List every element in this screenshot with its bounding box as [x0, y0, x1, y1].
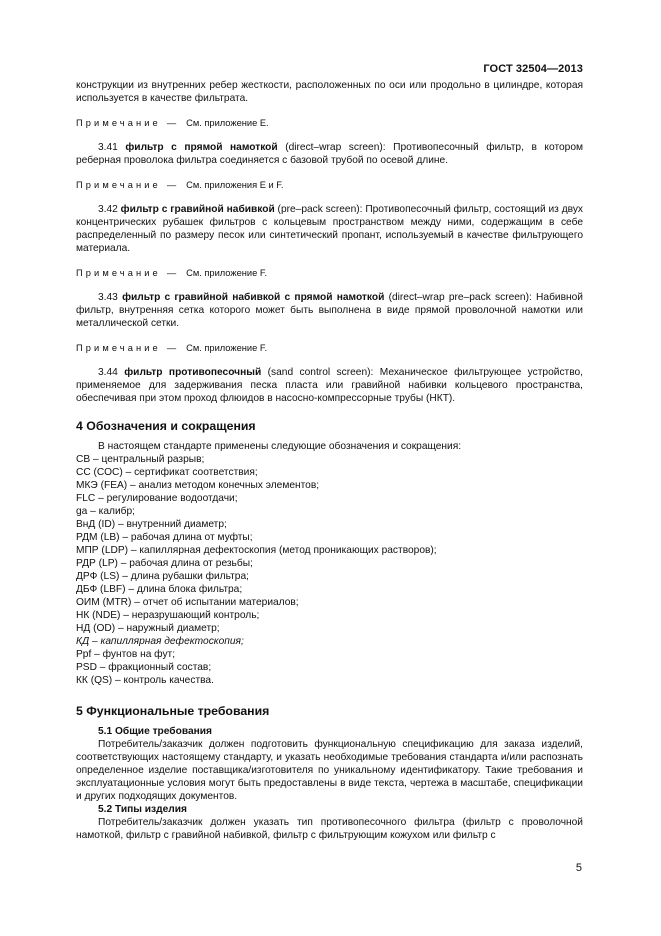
note-dash: — [166, 268, 177, 278]
definition-text: (pre–pack screen): Противопесочный фильтр, состоящий из двух концентрических рубашек фильтров с кольцевым пространством между ними, содержащим в себе распределенный по размеру песок или синтетический пропант, используемый в качестве фильтрующего материала. [76, 204, 584, 254]
list-item: СВ – центральный разрыв; [76, 454, 205, 465]
list-item: МКЭ (FEA) – анализ методом конечных элементов; [76, 480, 320, 491]
definition-term: фильтр противопесочный [124, 367, 262, 378]
definition-3-42 [76, 203, 583, 255]
list-item: НК (NDE) – неразрушающий контроль; [76, 610, 260, 621]
note-label: Примечание [76, 180, 161, 190]
definition-3-43 [76, 291, 583, 330]
note-label: Примечание [76, 343, 161, 353]
definition-3-44 [76, 366, 583, 405]
note-text: См. приложение Е. [186, 118, 269, 128]
subsection-5-1-text: Потребитель/заказчик должен подготовить функциональную спецификацию для заказа изделий, соответствующих настоящему стандарту, и указать необходимые требования стандарта и/или распознать определенное изделие поставщика/изготовителя по уникальному идентификатору. Такие требования и эксплуатационные условия могут быть предоставлены в виде текста, чертежа в масштабе, спецификации и других подходящих документов. [76, 739, 583, 802]
section-4-title: 4 Обозначения и сокращения [76, 419, 256, 433]
subsection-5-1-title: 5.1 Общие требования [98, 726, 212, 737]
definition-text: (direct–wrap screen): Противопесочный фильтр, в котором реберная проволока фильтра соединяется с базовой трубой по осевой длине. [76, 142, 583, 166]
note-text: См. приложение F. [186, 343, 268, 353]
list-item: МПР (LDP) – капиллярная дефектоскопия (метод проникающих растворов); [76, 545, 437, 556]
section-4-intro: В настоящем стандарте применены следующие обозначения и сокращения: [98, 441, 462, 452]
definition-term: фильтр с гравийной набивкой с прямой намоткой [122, 292, 385, 303]
definition-3-41 [76, 141, 583, 167]
continuation-paragraph: конструкции из внутренних ребер жесткости, расположенных по оси или продольно в цилиндре, которая используется в качестве фильтрата. [76, 80, 583, 104]
note-4 [76, 342, 583, 354]
page-number: 5 [575, 862, 582, 874]
list-item: ВнД (ID) – внутренний диаметр; [76, 519, 227, 530]
section-5-title: 5 Функциональные требования [76, 704, 270, 718]
definition-text: (direct–wrap pre–pack screen): Набивной фильтр, внутренняя сетка которого может быть выполнена в виде прямой проволочной намотки или металлической сетки. [76, 292, 583, 329]
definition-number: 3.43 [98, 292, 118, 303]
list-item: Ppf – фунтов на фут; [76, 649, 176, 660]
note-1 [76, 117, 583, 129]
note-text: См. приложение F. [186, 268, 268, 278]
abbreviation-list [76, 453, 583, 687]
list-item: ДРФ (LS) – длина рубашки фильтра; [76, 571, 249, 582]
definition-term: фильтр с гравийной набивкой [120, 204, 275, 215]
list-item: ДБФ (LBF) – длина блока фильтра; [76, 584, 243, 595]
list-item: РДМ (LB) – рабочая длина от муфты; [76, 532, 253, 543]
list-item: ОИМ (MTR) – отчет об испытании материалов; [76, 597, 299, 608]
note-dash: — [166, 180, 177, 190]
list-item: НД (OD) – наружный диаметр; [76, 623, 220, 634]
subsection-5-2-text: Потребитель/заказчик должен указать тип противопесочного фильтра (фильтр с проволочной намоткой, фильтр с гравийной набивкой, фильтр с фильтрующим кожухом или фильтр с [76, 817, 583, 841]
list-item: КД – капиллярная дефектоскопия; [76, 636, 244, 647]
note-label: Примечание [76, 268, 161, 278]
note-dash: — [166, 118, 177, 128]
subsection-5-2-title: 5.2 Типы изделия [98, 804, 187, 815]
page-content [76, 79, 583, 842]
definition-text: (sand control screen): Механическое фильтрующее устройство, применяемое для задерживания песка пласта или гравийной набивки кольцевого пространства, обеспечивая при этом проход флюидов в насосно-компрессорные трубы (НКТ). [76, 367, 583, 404]
definition-number: 3.42 [98, 204, 118, 215]
definition-number: 3.44 [98, 367, 118, 378]
list-item: КК (QS) – контроль качества. [76, 675, 214, 686]
note-label: Примечание [76, 118, 161, 128]
list-item: РДР (LP) – рабочая длина от резьбы; [76, 558, 253, 569]
list-item: PSD – фракционный состав; [76, 662, 212, 673]
note-text: См. приложения E и F. [186, 180, 284, 190]
note-dash: — [166, 343, 177, 353]
definition-number: 3.41 [98, 142, 118, 153]
list-item: ga – калибр; [76, 506, 135, 517]
document-code: ГОСТ 32504—2013 [483, 63, 583, 75]
list-item: СС (СОС) – сертификат соответствия; [76, 467, 258, 478]
note-2 [76, 179, 583, 191]
note-3 [76, 267, 583, 279]
definition-term: фильтр с прямой намоткой [125, 142, 278, 153]
list-item: FLC – регулирование водоотдачи; [76, 493, 238, 504]
